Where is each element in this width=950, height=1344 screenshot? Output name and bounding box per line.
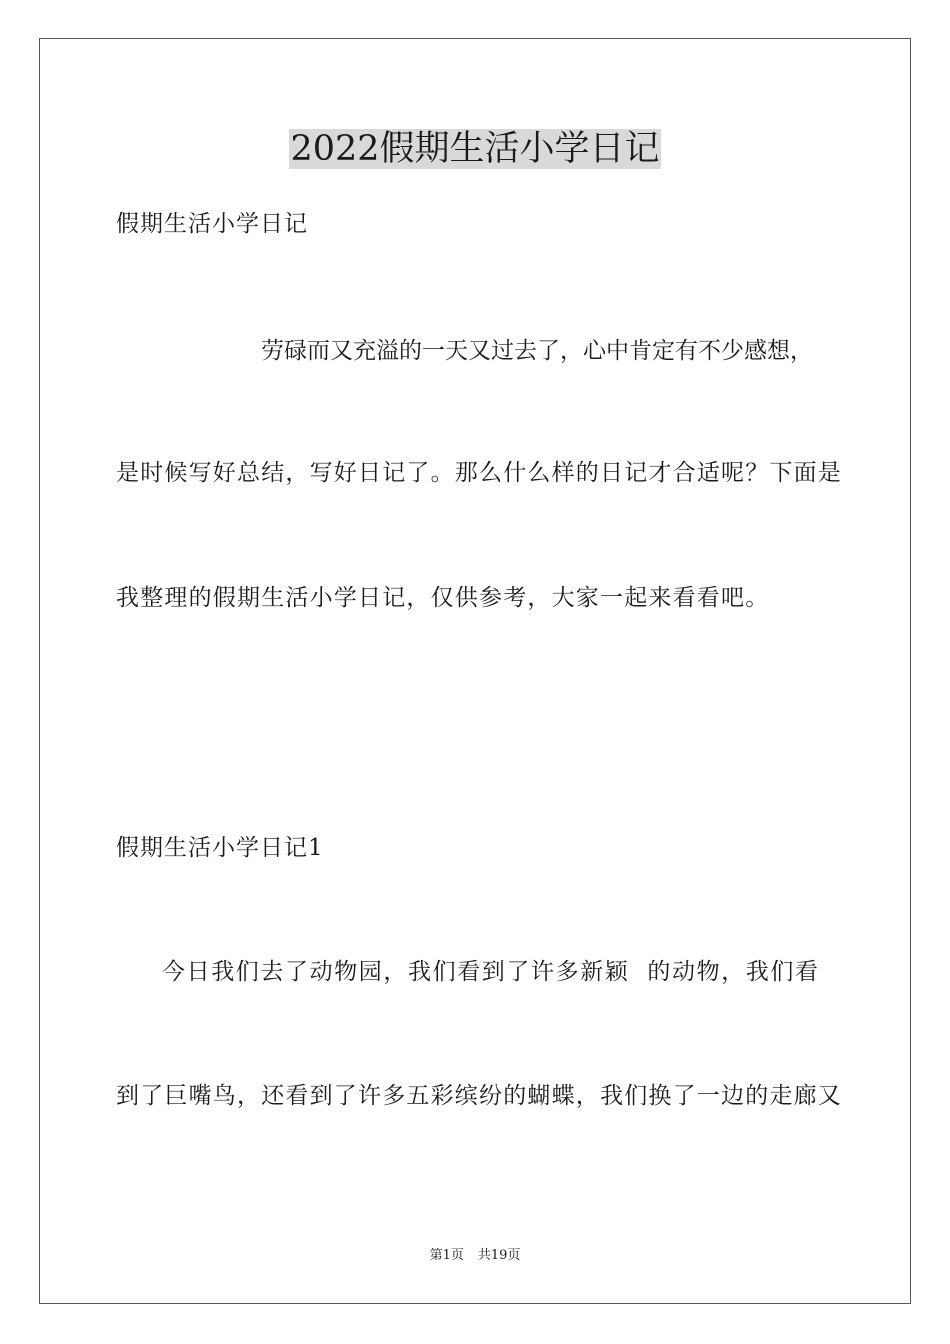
section-heading: 假期生活小学日记1 — [116, 835, 324, 861]
intro-line-1 — [116, 336, 832, 366]
document-subtitle: 假期生活小学日记 — [116, 211, 308, 237]
intro-line-1-text: 劳碌而又充溢的一天又过去了，心中肯定有不少感想， — [261, 338, 813, 364]
page-total: 共19页 — [477, 1248, 521, 1263]
page-number: 第1页 — [429, 1248, 464, 1263]
page-footer — [0, 1247, 950, 1265]
intro-line-3: 我整理的假期生活小学日记，仅供参考，大家一起来看看吧。 — [116, 585, 770, 611]
document-title-text: 2022假期生活小学日记 — [290, 129, 660, 169]
body-line-1-part-a: 今日我们去了动物园，我们看到了许多新颖 — [162, 959, 630, 985]
document-title — [0, 128, 950, 170]
intro-line-2: 是时候写好总结，写好日记了。那么什么样的日记才合适呢？下面是 — [116, 460, 842, 486]
body-line-1 — [116, 957, 832, 987]
body-line-1-part-b: 的动物，我们看 — [647, 959, 820, 985]
body-line-2: 到了巨嘴鸟，还看到了许多五彩缤纷的蝴蝶，我们换了一边的走廊又 — [116, 1083, 842, 1109]
